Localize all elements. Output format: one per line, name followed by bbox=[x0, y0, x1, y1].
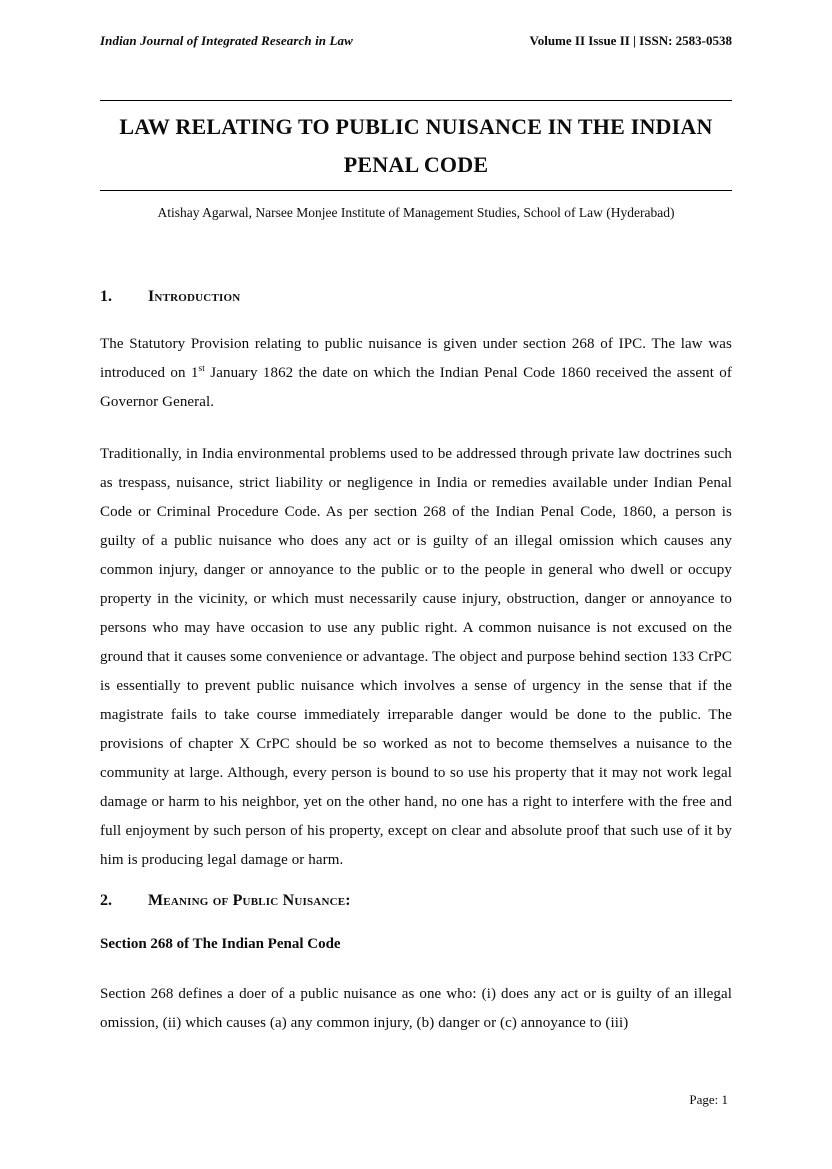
page-number: Page: 1 bbox=[689, 1092, 728, 1107]
section-1-heading bbox=[100, 286, 732, 308]
article-title-line1: LAW RELATING TO PUBLIC NUISANCE IN THE INDIAN bbox=[119, 114, 713, 139]
subsection-heading: Section 268 of The Indian Penal Code bbox=[100, 936, 341, 952]
section-268-paragraph: Section 268 defines a doer of a public nuisance as one who: (i) does any act or is guilty of an illegal omission, (ii) which causes (a) any common injury, (b) danger or (c) annoyance to (iii) bbox=[100, 986, 732, 1031]
page-header bbox=[100, 33, 732, 49]
author-line: Atishay Agarwal, Narsee Monjee Institute of Management Studies, School of Law (Hyderabad) bbox=[157, 205, 675, 220]
title-block bbox=[100, 101, 732, 190]
body-paragraph: Traditionally, in India environmental problems used to be addressed through private law doctrines such as trespass, nuisance, strict liability or negligence in India or remedies available under Indian Penal Code or Criminal Procedure Code. As per section 268 of the Indian Penal Code, 1860, a person is guilty of a public nuisance who does any act or is guilty of an illegal omission which causes any common injury, danger or annoyance to the public or to the people in general who dwell or occupy property in the vicinity, or which must necessarily cause injury, obstruction, danger or annoyance to persons who may have occasion to use any public right. A common nuisance is not excused on the ground that it causes some convenience or advantage. The object and purpose behind section 133 CrPC is essentially to prevent public nuisance which involves a sense of urgency in the sense that if the magistrate fails to take course immediately irreparable danger would be done to the public. The provisions of chapter X CrPC should be so worked as not to become themselves a nuisance to the community at large. Although, every person is bound to so use his property that it may not work legal damage or harm to his neighbor, yet on the other hand, no one has a right to interfere with the free and full enjoyment by such person of his property, except on clear and absolute proof that such use of it by him is producing legal damage or harm. bbox=[100, 446, 732, 868]
volume-issn: Volume II Issue II | ISSN: 2583-0538 bbox=[529, 33, 732, 48]
intro-paragraph bbox=[100, 330, 732, 417]
section-2-number: 2. bbox=[100, 892, 112, 909]
journal-name: Indian Journal of Integrated Research in Law bbox=[100, 33, 353, 48]
article-title-line2: PENAL CODE bbox=[343, 152, 489, 177]
intro-paragraph-part2: January 1862 the date on which the Indian Penal Code 1860 received the assent of Governor General. bbox=[100, 365, 732, 410]
title-rule-bottom bbox=[100, 190, 732, 191]
ordinal-superscript: st bbox=[198, 364, 206, 374]
section-1-number: 1. bbox=[100, 288, 112, 305]
section-2-heading bbox=[100, 890, 732, 912]
intro-paragraph-part1: The Statutory Provision relating to public nuisance is given under section 268 of IPC. The law was introduced on 1 bbox=[100, 336, 732, 381]
article-title bbox=[110, 108, 722, 184]
section-2-label: Meaning of Public Nuisance: bbox=[148, 892, 351, 909]
section-1-label: Introduction bbox=[148, 288, 241, 305]
